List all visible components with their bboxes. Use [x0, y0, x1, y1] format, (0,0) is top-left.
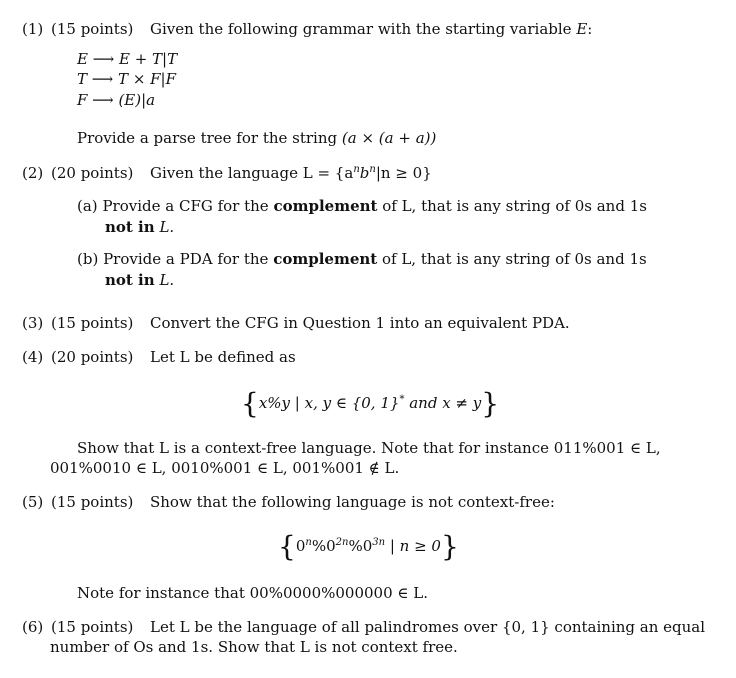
q5-set-definition: {$0^n\%0^{2n}\%0^{3n}$ | n ≥ 0} [278, 530, 459, 563]
q6-number: (6) [22, 618, 44, 636]
q6-line2: number of Os and 1s. Show that L is not context free. [50, 638, 458, 656]
q1-points: (15 points) [51, 20, 134, 38]
q2-number: (2) [22, 164, 44, 182]
q4-note-line1: Show that L is a context-free language. Note that for instance 011%001 ∈ L, [77, 439, 661, 457]
q2-intro: Given the language $L = \{a^nb^n|n \ge 0\}$ [150, 164, 432, 182]
q4-intro: Let L be defined as [150, 348, 296, 366]
q4-note-line2: 001%0010 ∈ L, 0010%001 ∈ L, 001%001 ∉ L. [50, 459, 400, 477]
q3-text: Convert the CFG in Question 1 into an equivalent PDA. [150, 314, 570, 332]
q4-set-definition: {x%y | x, y ∈ {0, 1}* and x ≠ y} [241, 387, 500, 420]
q3-points: (15 points) [51, 314, 134, 332]
q6-line1: Let L be the language of all palindromes over {0, 1} containing an equal [150, 618, 706, 636]
q1-rule-3: F ⟶ (E)|a [77, 91, 156, 109]
q1-rule-1: E ⟶ E + T|T [77, 50, 178, 68]
q3-number: (3) [22, 314, 44, 332]
q2b-line1: (b) Provide a PDA for the complement of L, that is any string of 0s and 1s [77, 250, 647, 268]
q2-points: (20 points) [51, 164, 134, 182]
q4-points: (20 points) [51, 348, 134, 366]
q2a-line2: not in L. [105, 218, 175, 236]
q1-number: (1) [22, 20, 44, 38]
q5-intro: Show that the following language is not context-free: [150, 493, 555, 511]
q5-note: Note for instance that 00%0000%000000 ∈ L. [77, 584, 429, 602]
q1-task: Provide a parse tree for the string (a × (a + a)) [77, 129, 437, 147]
q6-points: (15 points) [51, 618, 134, 636]
q2a-line1: (a) Provide a CFG for the complement of L, that is any string of 0s and 1s [77, 197, 647, 215]
q1-intro: Given the following grammar with the starting variable E: [150, 20, 593, 38]
q2b-line2: not in L. [105, 271, 175, 289]
q5-number: (5) [22, 493, 44, 511]
q5-points: (15 points) [51, 493, 134, 511]
q4-number: (4) [22, 348, 44, 366]
q1-rule-2: T ⟶ T × F|F [77, 70, 177, 88]
